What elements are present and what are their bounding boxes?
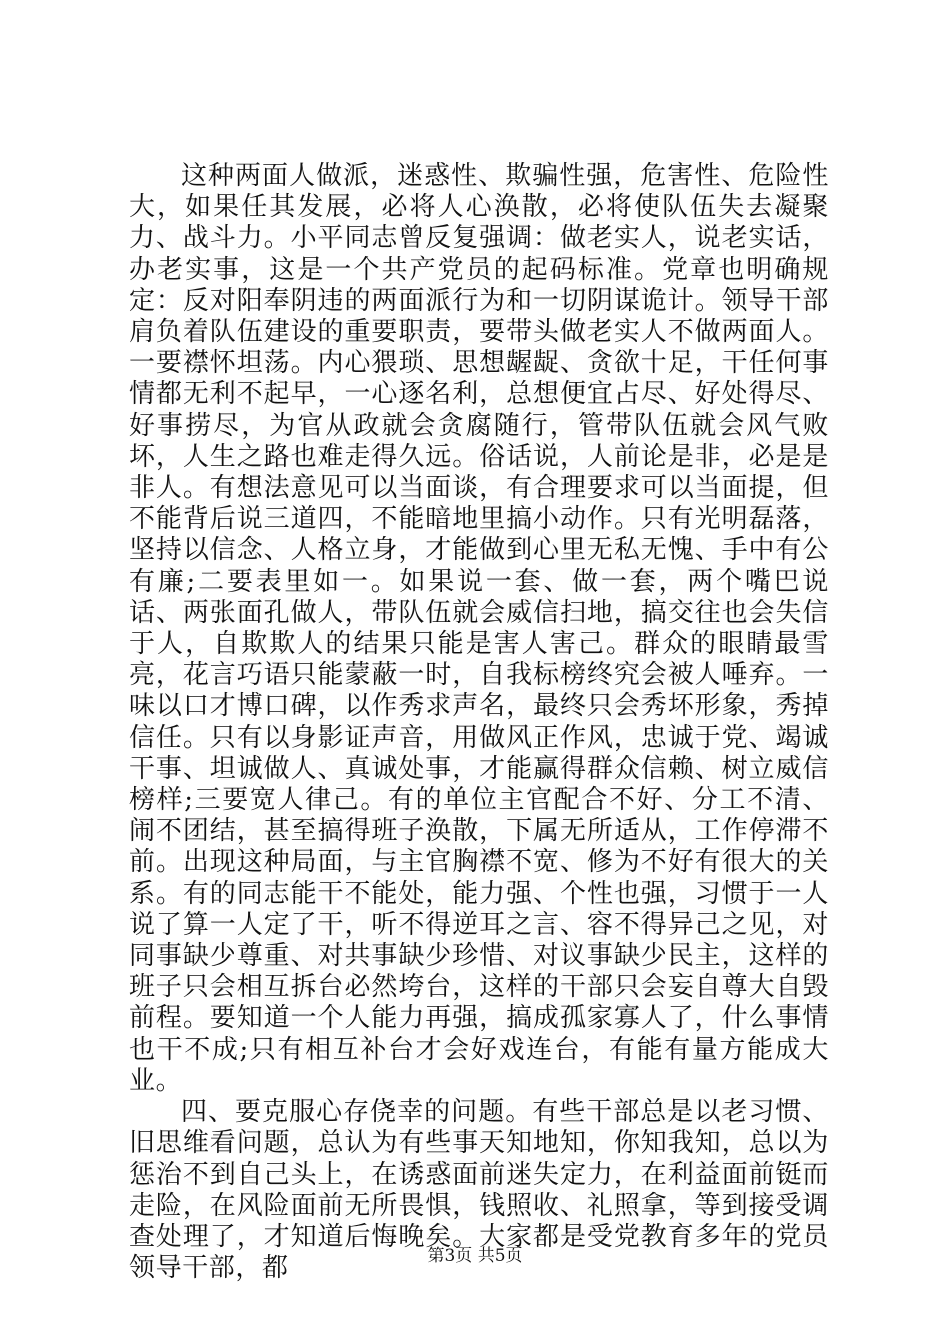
page-number-footer: 第3页 共5页 [427,1246,523,1266]
document-body [129,161,829,1284]
body-paragraph: 这种两面人做派，迷惑性、欺骗性强，危害性、危险性大，如果任其发展，必将人心涣散，必将使队伍失去凝聚力、战斗力。小平同志曾反复强调：做老实人，说老实话，办老实事，这是一个共产党员的起码标准。党章也明确规定：反对阳奉阴违的两面派行为和一切阴谋诡计。领导干部肩负着队伍建设的重要职责，要带头做老实人不做两面人。一要襟怀坦荡。内心猥琐、思想龌龊、贪欲十足，干任何事情都无利不起早，一心逐名利，总想便宜占尽、好处得尽、好事捞尽，为官从政就会贪腐随行，管带队伍就会风气败坏，人生之路也难走得久远。俗话说，人前论是非，必是是非人。有想法意见可以当面谈，有合理要求可以当面提，但不能背后说三道四，不能暗地里搞小动作。只有光明磊落，坚持以信念、人格立身，才能做到心里无私无愧、手中有公有廉;二要表里如一。如果说一套、做一套，两个嘴巴说话、两张面孔做人，带队伍就会威信扫地，搞交往也会失信于人，自欺欺人的结果只能是害人害己。群众的眼睛最雪亮，花言巧语只能蒙蔽一时，自我标榜终究会被人唾弃。一味以口才博口碑，以作秀求声名，最终只会秀坏形象，秀掉信任。只有以身影证声音，用做风正作风，忠诚于党、竭诚干事、坦诚做人、真诚处事，才能赢得群众信赖、树立威信榜样;三要宽人律己。有的单位主官配合不好、分工不清、闹不团结，甚至搞得班子涣散，下属无所适从，工作停滞不前。出现这种局面，与主官胸襟不宽、修为不好有很大的关系。有的同志能干不能处，能力强、个性也强，习惯于一人说了算一人定了干，听不得逆耳之言、容不得异己之见，对同事缺少尊重、对共事缺少珍惜、对议事缺少民主，这样的班子只会相互拆台必然垮台，这样的干部只会妄自尊大自毁前程。要知道一个人能力再强，搞成孤家寡人了，什么事情也干不成;只有相互补台才会好戏连台，有能有量方能成大业。 [129,161,829,1096]
body-paragraph: 四、要克服心存侥幸的问题。有些干部总是以老习惯、旧思维看问题，总认为有些事天知地知，你知我知，总以为惩治不到自己头上，在诱惑面前迷失定力，在利益面前铤而走险，在风险面前无所畏惧，钱照收、礼照拿，等到接受调查处理了，才知道后悔晚矣。大家都是受党教育多年的党员领导干部，都 [129,1097,829,1284]
